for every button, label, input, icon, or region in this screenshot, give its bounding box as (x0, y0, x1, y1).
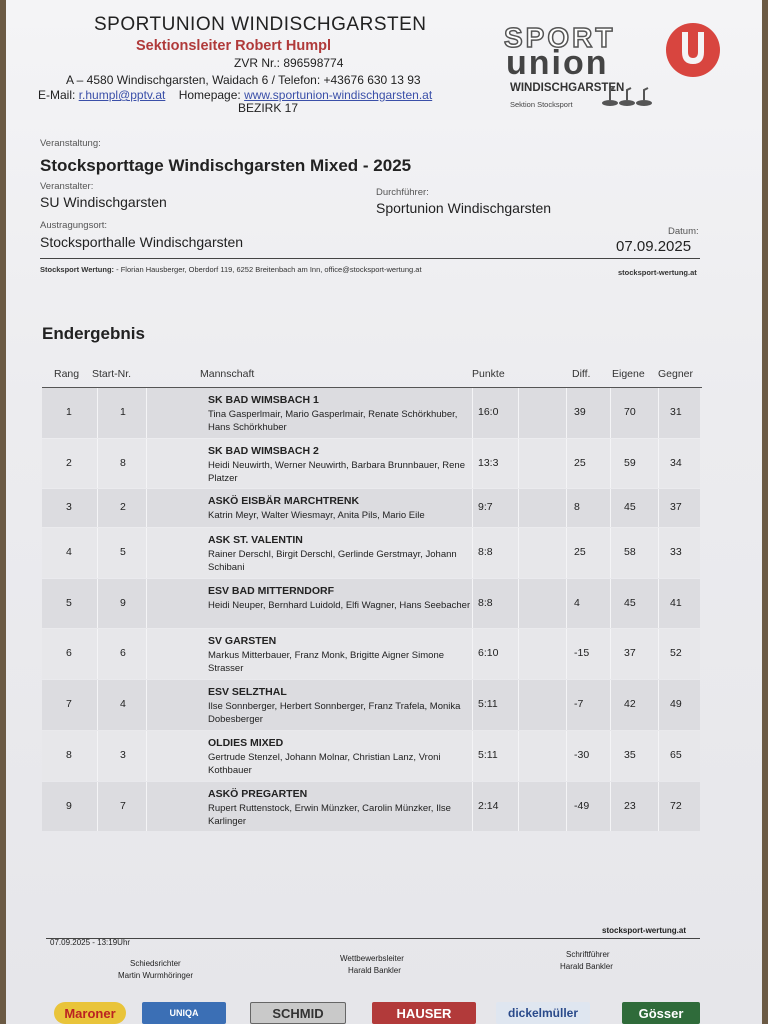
column-separator (518, 489, 519, 527)
district: BEZIRK 17 (238, 101, 299, 115)
column-separator (566, 680, 567, 730)
start-number-cell: 6 (120, 647, 126, 659)
sponsor-goesser: Gösser (622, 1002, 700, 1024)
column-separator (97, 528, 98, 578)
team-name: ASKÖ PREGARTEN (208, 788, 308, 800)
column-separator (518, 528, 519, 578)
rank-cell: 7 (66, 698, 72, 710)
column-separator (566, 782, 567, 831)
diff-cell: 8 (574, 501, 580, 513)
print-timestamp: 07.09.2025 - 13:19Uhr (50, 938, 131, 947)
table-row (42, 528, 700, 578)
rank-cell: 6 (66, 647, 72, 659)
points-cell: 8:8 (478, 546, 493, 558)
zvr-number: ZVR Nr.: 896598774 (234, 56, 344, 70)
union-u-icon (662, 22, 724, 78)
column-separator (566, 439, 567, 488)
column-separator (518, 629, 519, 679)
column-separator (97, 439, 98, 488)
club-contact (38, 88, 432, 102)
sportunion-logo (504, 22, 734, 112)
col-team: Mannschaft (200, 368, 255, 380)
column-separator (518, 579, 519, 628)
column-separator (146, 731, 147, 781)
opponent-score-cell: 52 (670, 647, 682, 659)
column-separator (97, 388, 98, 438)
col-start: Start-Nr. (92, 368, 132, 380)
sponsor-uniqa: UNIQA (142, 1002, 226, 1024)
col-diff: Diff. (572, 368, 591, 380)
column-separator (97, 629, 98, 679)
result-sheet (6, 0, 762, 1024)
column-separator (146, 439, 147, 488)
table-row (42, 629, 700, 679)
rank-cell: 1 (66, 406, 72, 418)
curling-stones-icon (600, 84, 654, 108)
sponsor-hauser: HAUSER (372, 1002, 476, 1024)
column-separator (97, 782, 98, 831)
scoring-credit-name: Stocksport Wertung: (40, 265, 115, 274)
own-score-cell: 37 (624, 647, 636, 659)
column-separator (146, 629, 147, 679)
results-title: Endergebnis (42, 324, 145, 343)
event-title: Stocksporttage Windischgarsten Mixed - 2025 (40, 156, 412, 175)
column-separator (658, 439, 659, 488)
start-number-cell: 7 (120, 800, 126, 812)
column-separator (97, 579, 98, 628)
table-row (42, 680, 700, 730)
col-points: Punkte (472, 368, 505, 380)
own-score-cell: 45 (624, 501, 636, 513)
diff-cell: 39 (574, 406, 586, 418)
own-score-cell: 58 (624, 546, 636, 558)
column-separator (610, 782, 611, 831)
points-cell: 2:14 (478, 800, 499, 812)
team-players: Rainer Derschl, Birgit Derschl, Gerlinde Gerstmayr, Johann Schibani (208, 549, 457, 573)
diff-cell: -49 (574, 800, 590, 812)
column-separator (658, 731, 659, 781)
start-number-cell: 9 (120, 597, 126, 609)
rank-cell: 9 (66, 800, 72, 812)
column-separator (658, 629, 659, 679)
start-number-cell: 4 (120, 698, 126, 710)
column-separator (610, 731, 611, 781)
team-players: Tina Gasperlmair, Mario Gasperlmair, Renate Schörkhuber, Hans Schörkhuber (208, 409, 458, 433)
organizer-label: Veranstalter: (40, 181, 94, 192)
column-separator (658, 782, 659, 831)
opponent-score-cell: 37 (670, 501, 682, 513)
logo-sport-text: SPORT (504, 22, 616, 53)
venue-label: Austragungsort: (40, 220, 108, 231)
team-name: ASKÖ EISBÄR MARCHTRENK (208, 495, 360, 507)
column-separator (658, 680, 659, 730)
organizer: SU Windischgarsten (40, 194, 167, 210)
team-players: Rupert Ruttenstock, Erwin Münzker, Carolin Münzker, Ilse Karlinger (208, 803, 451, 827)
column-separator (610, 680, 611, 730)
diff-cell: -7 (574, 698, 584, 710)
start-number-cell: 1 (120, 406, 126, 418)
column-separator (518, 782, 519, 831)
table-row (42, 731, 700, 781)
start-number-cell: 8 (120, 457, 126, 469)
diff-cell: -30 (574, 749, 590, 761)
column-separator (518, 731, 519, 781)
homepage-label: Homepage: (178, 88, 241, 102)
column-separator (146, 388, 147, 438)
team-name: ESV BAD MITTERNDORF (208, 585, 334, 597)
scoring-credit-detail: - Florian Hausberger, Oberdorf 119, 6252 Breitenbach am Inn, office@stocksport-wertung.at (114, 265, 422, 274)
own-score-cell: 70 (624, 406, 636, 418)
referee-name: Martin Wurmhöringer (118, 971, 193, 980)
table-row (42, 489, 700, 527)
opponent-score-cell: 41 (670, 597, 682, 609)
logo-section-text: Sektion Stocksport (510, 100, 573, 109)
column-separator (566, 528, 567, 578)
column-separator (146, 489, 147, 527)
col-opp: Gegner (658, 368, 694, 380)
column-separator (658, 579, 659, 628)
team-players: Markus Mitterbauer, Franz Monk, Brigitte Aigner Simone Strasser (208, 650, 445, 674)
column-separator (610, 439, 611, 488)
executor-label: Durchführer: (376, 187, 429, 198)
diff-cell: 25 (574, 457, 586, 469)
column-separator (97, 731, 98, 781)
team-name: SK BAD WIMSBACH 1 (208, 394, 319, 406)
points-cell: 16:0 (478, 406, 499, 418)
points-cell: 5:11 (478, 749, 498, 761)
start-number-cell: 5 (120, 546, 126, 558)
column-separator (566, 489, 567, 527)
column-separator (518, 388, 519, 438)
column-separator (566, 579, 567, 628)
diff-cell: -15 (574, 647, 590, 659)
footer-website[interactable]: stocksport-wertung.at (602, 926, 687, 935)
column-separator (610, 388, 611, 438)
section-leader: Sektionsleiter Robert Humpl (136, 38, 331, 54)
column-separator (658, 528, 659, 578)
opponent-score-cell: 34 (670, 457, 682, 469)
points-cell: 9:7 (478, 501, 493, 513)
team-players: Heidi Neuper, Bernhard Luidold, Elfi Wagner, Hans Seebacher (208, 600, 471, 611)
column-separator (610, 489, 611, 527)
rank-cell: 5 (66, 597, 72, 609)
rank-cell: 3 (66, 501, 72, 513)
team-players: Ilse Sonnberger, Herbert Sonnberger, Franz Trafela, Monika Dobesberger (208, 701, 461, 725)
column-separator (658, 489, 659, 527)
rank-cell: 8 (66, 749, 72, 761)
opponent-score-cell: 65 (670, 749, 682, 761)
column-separator (566, 629, 567, 679)
footer-rule (46, 938, 700, 939)
opponent-score-cell: 31 (670, 406, 682, 418)
column-separator (518, 439, 519, 488)
executor: Sportunion Windischgarsten (376, 200, 552, 216)
own-score-cell: 42 (624, 698, 636, 710)
scoring-credit (40, 265, 422, 274)
own-score-cell: 23 (624, 800, 636, 812)
secretary-label: Schriftführer (566, 950, 610, 959)
team-name: ASK ST. VALENTIN (208, 534, 303, 546)
own-score-cell: 35 (624, 749, 636, 761)
club-name: SPORTUNION WINDISCHGARSTEN (94, 14, 427, 35)
email-link[interactable]: r.humpl@pptv.at (78, 88, 166, 102)
column-separator (610, 579, 611, 628)
column-separator (146, 782, 147, 831)
diff-cell: 4 (574, 597, 580, 609)
column-separator (658, 388, 659, 438)
logo-union-text: union (506, 44, 609, 82)
start-number-cell: 2 (120, 501, 126, 513)
column-separator (566, 731, 567, 781)
referee-label: Schiedsrichter (130, 959, 181, 968)
competition-lead-name: Harald Bankler (348, 966, 401, 975)
column-separator (97, 489, 98, 527)
column-separator (610, 528, 611, 578)
points-cell: 8:8 (478, 597, 493, 609)
table-row (42, 388, 700, 438)
divider (40, 258, 700, 259)
opponent-score-cell: 72 (670, 800, 682, 812)
logo-town-text: WINDISCHGARSTEN (510, 82, 625, 94)
start-number-cell: 3 (120, 749, 126, 761)
homepage-link[interactable]: www.sportunion-windischgarsten.at (244, 88, 433, 102)
sponsor-schmid: SCHMID (250, 1002, 346, 1024)
column-separator (97, 680, 98, 730)
col-own: Eigene (612, 368, 645, 380)
column-separator (146, 528, 147, 578)
column-separator (146, 579, 147, 628)
email-label: E-Mail: (38, 88, 76, 102)
rank-cell: 2 (66, 457, 72, 469)
club-address: A – 4580 Windischgarsten, Waidach 6 / Telefon: +43676 630 13 93 (66, 73, 421, 87)
own-score-cell: 45 (624, 597, 636, 609)
sponsor-maroner: Maroner (54, 1002, 126, 1024)
event-label: Veranstaltung: (40, 138, 101, 149)
points-cell: 13:3 (478, 457, 499, 469)
diff-cell: 25 (574, 546, 586, 558)
scoring-website[interactable]: stocksport-wertung.at (618, 268, 697, 277)
secretary-name: Harald Bankler (560, 962, 613, 971)
team-players: Katrin Meyr, Walter Wiesmayr, Anita Pils, Mario Eile (208, 510, 425, 521)
column-separator (146, 680, 147, 730)
venue: Stocksporthalle Windischgarsten (40, 234, 244, 250)
competition-lead-label: Wettbewerbsleiter (340, 954, 404, 963)
table-row (42, 782, 700, 831)
rank-cell: 4 (66, 546, 72, 558)
points-cell: 6:10 (478, 647, 499, 659)
opponent-score-cell: 49 (670, 698, 682, 710)
team-players: Heidi Neuwirth, Werner Neuwirth, Barbara Brunnbauer, Rene Platzer (208, 460, 465, 484)
date-label: Datum: (668, 226, 699, 237)
column-separator (518, 680, 519, 730)
table-row (42, 579, 700, 628)
sponsor-dickelmueller: dickelmüller (496, 1002, 590, 1024)
table-row (42, 439, 700, 488)
column-separator (610, 629, 611, 679)
opponent-score-cell: 33 (670, 546, 682, 558)
points-cell: 5:11 (478, 698, 498, 710)
team-name: ESV SELZTHAL (208, 686, 287, 698)
own-score-cell: 59 (624, 457, 636, 469)
team-name: OLDIES MIXED (208, 737, 284, 749)
team-players: Gertrude Stenzel, Johann Molnar, Christian Lanz, Vroni Kothbauer (208, 752, 441, 776)
event-date: 07.09.2025 (616, 238, 692, 255)
team-name: SK BAD WIMSBACH 2 (208, 445, 319, 457)
col-rank: Rang (54, 368, 80, 380)
column-separator (566, 388, 567, 438)
team-name: SV GARSTEN (208, 635, 277, 647)
